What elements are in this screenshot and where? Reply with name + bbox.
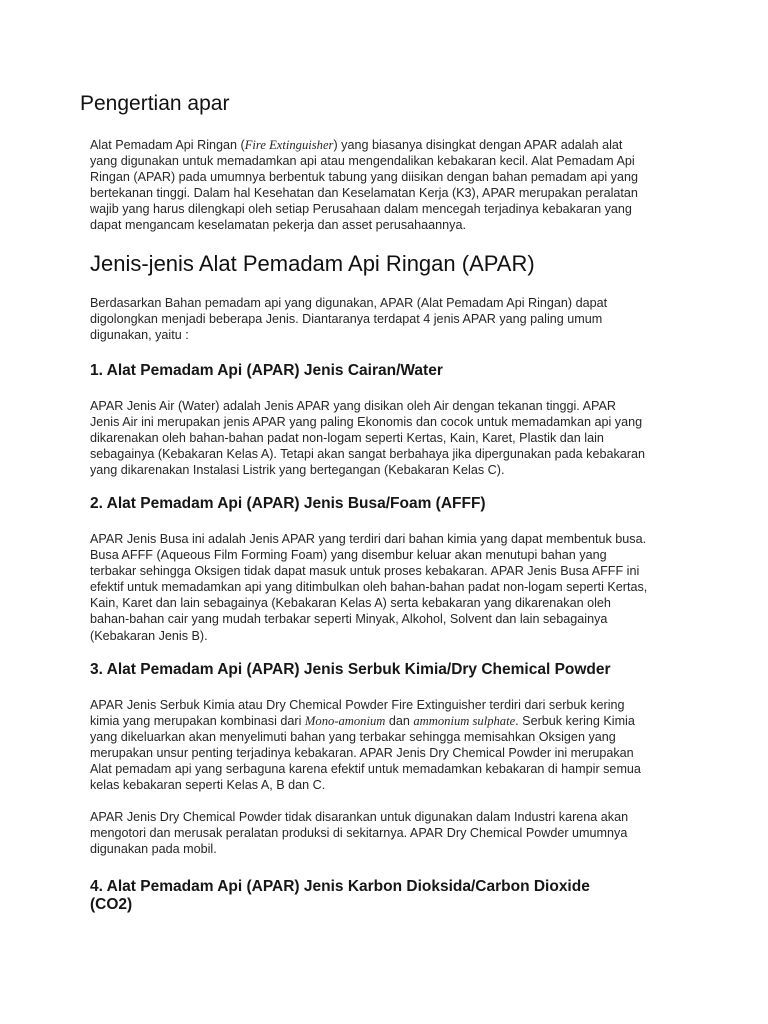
- text-line: APAR Jenis Dry Chemical Powder tidak disarankan untuk digunakan dalam Industri karena akan: [90, 810, 629, 824]
- type3-paragraph-1: [90, 697, 641, 794]
- intro-paragraph: [90, 137, 638, 234]
- text-line: (Kebakaran Jenis B).: [90, 628, 208, 643]
- text-line: digunakan pada mobil.: [90, 842, 217, 857]
- type1-paragraph: [90, 398, 645, 478]
- emphasis-text: Mono-amonium: [304, 714, 386, 729]
- text-line: dapat mengancam keselamatan pekerja dan asset perusahaannya.: [90, 218, 466, 233]
- text-line: [90, 713, 641, 729]
- text-line: terbakar sehingga Oksigen tidak dapat masuk untuk proses kebakaran. APAR Jenis Busa AFFF ini: [90, 564, 640, 579]
- text-line: yang digunakan untuk memadamkan api atau mengendalikan kebakaran kecil. Alat Pemadam Api: [90, 154, 635, 169]
- text-line: digunakan, yaitu :: [90, 328, 189, 343]
- text-line: digolongkan menjadi beberapa Jenis. Diantaranya terdapat 4 jenis APAR yang paling umum: [90, 312, 603, 327]
- page-title: Pengertian apar: [80, 92, 230, 115]
- text-line: yang dikarenakan Instalasi Listrik yang bertegangan (Kebakaran Kelas C).: [90, 463, 505, 478]
- text-line: Kain, Karet dan lain sebagainya (Kebakaran Kelas A) serta kebakaran yang dikarenakan oleh: [90, 596, 611, 611]
- text-span: ) yang biasanya disingkat dengan APAR adalah alat: [333, 138, 623, 152]
- text-line: mengotori dan merusak peralatan produksi di sekitarnya. APAR Dry Chemical Powder umumnya: [90, 826, 628, 841]
- text-line: wajib yang harus dilengkapi oleh setiap Perusahaan dalam mencegah terjadinya kebakaran yang: [90, 202, 632, 217]
- emphasis-text: Fire Extinguisher: [244, 138, 334, 152]
- text-line: Berdasarkan Bahan pemadam api yang digunakan, APAR (Alat Pemadam Api Ringan) dapat: [90, 296, 608, 310]
- text-span: Alat Pemadam Api Ringan (: [90, 138, 245, 152]
- text-line: [90, 137, 638, 153]
- section-intro-paragraph: [90, 295, 607, 343]
- text-span: . Serbuk kering Kimia: [515, 714, 635, 729]
- text-line: kelas kebakaran seperti Kelas A, B dan C.: [90, 778, 326, 793]
- text-line: Alat pemadam api yang serbaguna karena efektif untuk memadamkan kebakaran di hampir semua: [90, 762, 641, 777]
- type1-heading: 1. Alat Pemadam Api (APAR) Jenis Cairan/Water: [90, 362, 443, 379]
- type3-paragraph-2: [90, 809, 628, 857]
- text-line: bahan-bahan cair yang mudah terbakar seperti Minyak, Alkohol, Solvent dan lain sebagainya: [90, 612, 608, 627]
- type4-heading: [90, 878, 590, 914]
- text-line: APAR Jenis Air (Water) adalah Jenis APAR yang disikan oleh Air dengan tekanan tinggi. APAR: [90, 399, 616, 413]
- text-line: APAR Jenis Busa ini adalah Jenis APAR yang terdiri dari bahan kimia yang dapat membentuk busa.: [90, 532, 647, 546]
- text-line: merupakan unsur penting terjadinya kebakaran. APAR Jenis Dry Chemical Powder ini merupakan: [90, 746, 634, 761]
- text-line: APAR Jenis Serbuk Kimia atau Dry Chemical Powder Fire Extinguisher terdiri dari serbuk kering: [90, 698, 625, 712]
- text-line: Jenis Air ini merupakan jenis APAR yang paling Ekonomis dan cocok untuk memadamkan api yang: [90, 415, 643, 430]
- text-span: dan: [385, 714, 414, 729]
- text-line: bertekanan tinggi. Dalam hal Kesehatan dan Keselamatan Kerja (K3), APAR merupakan peralatan: [90, 186, 638, 201]
- text-line: dikarenakan oleh bahan-bahan padat non-logam seperti Kertas, Kain, Karet, Plastik dan lain: [90, 431, 604, 446]
- type2-paragraph: [90, 531, 647, 644]
- text-line: yang dikeluarkan akan menyelimuti bahan yang terbakar sehingga memisahkan Oksigen yang: [90, 730, 616, 745]
- text-span: kimia yang merupakan kombinasi dari: [90, 714, 305, 729]
- text-line: efektif untuk memadamkan api yang ditimbulkan oleh bahan-bahan padat non-logam seperti Kertas,: [90, 580, 648, 595]
- section-heading: Jenis-jenis Alat Pemadam Api Ringan (APAR): [90, 251, 535, 276]
- type2-heading: 2. Alat Pemadam Api (APAR) Jenis Busa/Foam (AFFF): [90, 495, 486, 512]
- text-line: Ringan (APAR) pada umumnya berbentuk tabung yang diisikan dengan bahan pemadam api yang: [90, 170, 638, 185]
- text-line: Busa AFFF (Aqueous Film Forming Foam) yang disembur keluar akan menutupi bahan yang: [90, 548, 607, 563]
- text-line: sebagainya (Kebakaran Kelas A). Tetapi akan sangat berbahaya jika dipergunakan pada kebakaran: [90, 447, 645, 462]
- emphasis-text: ammonium sulphate: [413, 714, 516, 729]
- type3-heading: 3. Alat Pemadam Api (APAR) Jenis Serbuk Kimia/Dry Chemical Powder: [90, 661, 611, 678]
- heading-line: (CO2): [90, 896, 133, 913]
- heading-line: 4. Alat Pemadam Api (APAR) Jenis Karbon Dioksida/Carbon Dioxide: [90, 878, 590, 895]
